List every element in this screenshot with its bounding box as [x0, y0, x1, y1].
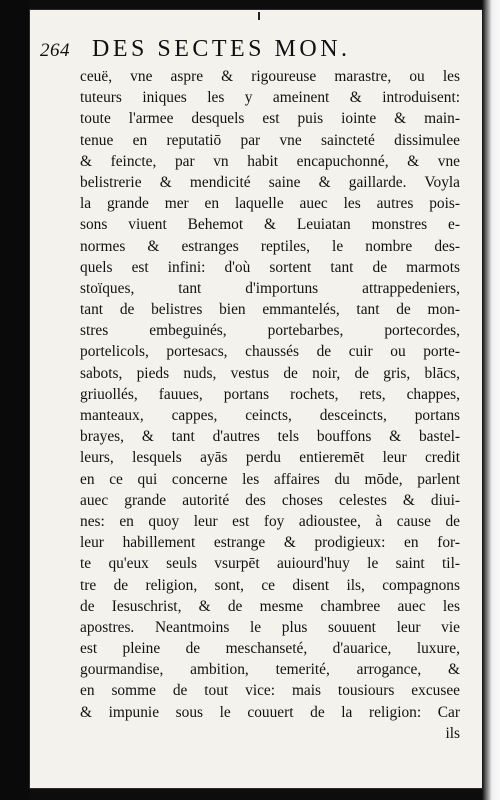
- running-head-title: DES SECTES MON.: [92, 36, 351, 62]
- text-line: portelicols, portesacs, chaussés de cuir ou porte-: [80, 343, 460, 361]
- text-line: belistrerie & mendicité saine & gaillarde. Voyla: [80, 173, 460, 191]
- text-line: toute l'armee desquels est puis iointe & main-: [80, 110, 460, 128]
- text-line: gourmandise, ambition, temerité, arrogance, &: [80, 661, 460, 679]
- text-line: manteaux, cappes, ceincts, desceincts, portans: [80, 407, 460, 424]
- text-line: leurs, lesquels ayās perdu entieremēt leur credit: [80, 449, 460, 467]
- text-line: normes & estranges reptiles, le nombre des-: [80, 237, 460, 255]
- text-line: tuteurs iniques les y ameinent & introduisent:: [80, 89, 460, 107]
- text-line: tant de belistres bien emmantelés, tant de mon-: [80, 301, 460, 319]
- text-line: en somme de tout vice: mais tousiours excusee: [80, 682, 460, 700]
- text-line: tenue en reputatiō par vne saincteté dissimulee: [80, 131, 460, 149]
- body-text: [80, 66, 460, 744]
- text-line: & impunie sous le couuert de la religion: Car: [80, 703, 460, 721]
- text-line: sons viuent Behemot & Leuiatan monstres e-: [80, 216, 460, 234]
- signature-mark: [258, 12, 260, 20]
- catchword: ils: [445, 724, 460, 742]
- text-line: auec grande autorité des choses celestes & diui-: [80, 491, 460, 509]
- text-line: sabots, pieds nuds, vestus de noir, de gris, blācs,: [80, 364, 460, 382]
- text-line: est pleine de meschanseté, d'auarice, luxure,: [80, 640, 460, 658]
- text-line: stres embeguinés, portebarbes, portecordes,: [80, 322, 460, 340]
- text-line: apostres. Neantmoins le plus souuent leur vie: [80, 618, 460, 636]
- text-line: la grande mer en laquelle auec les autres pois-: [80, 195, 460, 213]
- scan-right-border: [482, 0, 500, 800]
- running-head: [40, 36, 460, 66]
- text-line: ceuë, vne aspre & rigoureuse marastre, ou les: [80, 68, 460, 85]
- page-number: 264: [40, 40, 70, 61]
- text-line: leur habillement estrange & prodigieux: en for-: [80, 534, 460, 552]
- text-line: quels est infini: d'où sortent tant de marmots: [80, 258, 460, 276]
- text-line: griuollés, fauues, portans rochets, rets, chappes,: [80, 385, 460, 403]
- text-line: brayes, & tant d'autres tels bouffons & bastel-: [80, 428, 460, 446]
- text-line: tre de religion, sont, ce disent ils, compagnons: [80, 576, 460, 594]
- text-line: te qu'eux seuls vsurpēt auiourd'huy le saint til-: [80, 555, 460, 573]
- text-line: de Iesuschrist, & de mesme chambree auec les: [80, 597, 460, 615]
- text-line: & feincte, par vn habit encapuchonné, & vne: [80, 152, 460, 170]
- text-line: en ce qui concerne les affaires du mōde, parlent: [80, 470, 460, 488]
- text-line: stoïques, tant d'importuns attrappedeniers,: [80, 279, 460, 297]
- scan-left-border: [0, 0, 30, 800]
- text-line: nes: en quoy leur est foy adioustee, à cause de: [80, 512, 460, 530]
